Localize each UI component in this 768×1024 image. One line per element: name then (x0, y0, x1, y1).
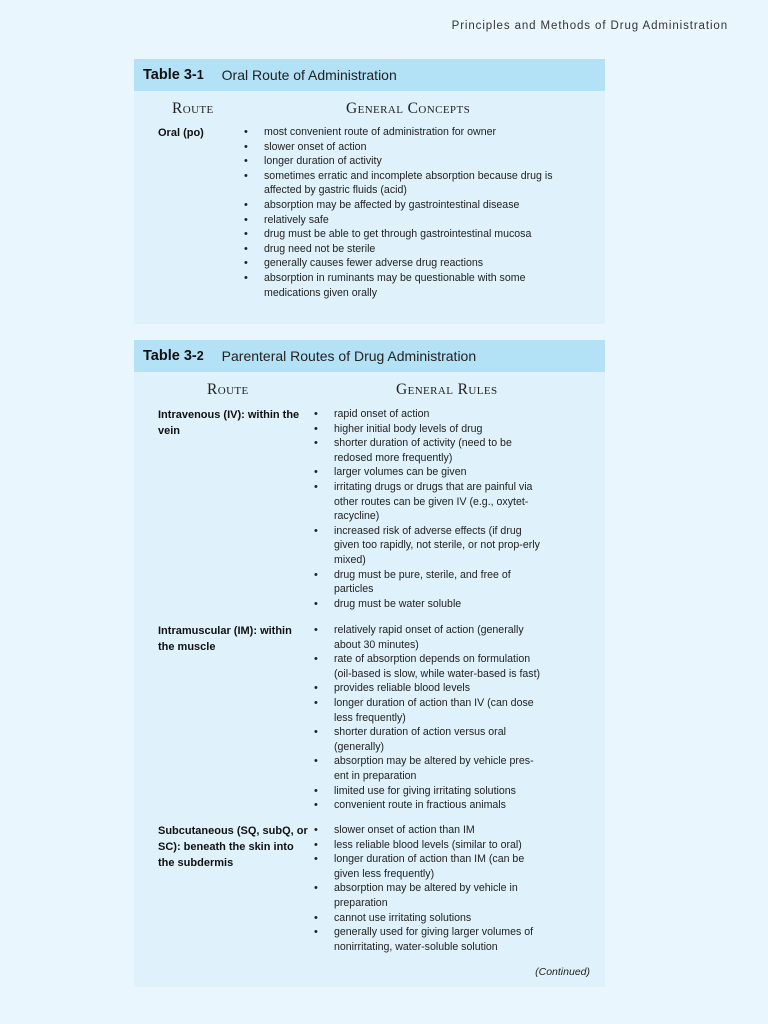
bullet-item: • drug need not be sterile (244, 242, 562, 257)
table-header (134, 340, 605, 372)
bullet-item: • longer duration of activity (244, 154, 562, 169)
table-label: Table 3- (143, 67, 197, 83)
bullet-item: • generally used for giving larger volumes of nonirritating, water-soluble solution (314, 925, 546, 954)
column-header-route: Route (172, 100, 214, 117)
rule-list (314, 823, 546, 954)
bullet-item: • absorption may be altered by vehicle in preparation (314, 881, 546, 910)
bullet-item: • relatively safe (244, 213, 562, 228)
table-number (143, 67, 204, 83)
column-header-concepts: General Concepts (346, 100, 471, 117)
bullet-item: • cannot use irritating solutions (314, 911, 546, 926)
bullet-item: • less reliable blood levels (similar to oral) (314, 838, 546, 853)
column-headers (134, 91, 605, 121)
table-3-1 (134, 59, 605, 324)
bullet-item: • absorption may be altered by vehicle pres-ent in preparation (314, 754, 546, 783)
bullet-item: • relatively rapid onset of action (generally about 30 minutes) (314, 623, 546, 652)
column-header-route: Route (207, 381, 249, 398)
bullet-item: • longer duration of action than IV (can dose less frequently) (314, 696, 546, 725)
bullet-item: • rate of absorption depends on formulation (oil-based is slow, while water-based is fast) (314, 652, 546, 681)
bullet-item: • drug must be water soluble (314, 597, 546, 612)
bullet-item: • slower onset of action (244, 140, 562, 155)
bullet-item: • limited use for giving irritating solutions (314, 784, 546, 799)
route-name: Subcutaneous (SQ, subQ, or SC): beneath the skin into the subdermis (158, 825, 308, 869)
table-3-2 (134, 340, 605, 987)
bullet-item: • generally causes fewer adverse drug reactions (244, 256, 562, 271)
table-header (134, 59, 605, 91)
running-head: Principles and Methods of Drug Administration (451, 20, 728, 32)
table-label: Table 3- (143, 348, 197, 364)
table-number-digit: 1 (196, 68, 204, 82)
bullet-item: • convenient route in fractious animals (314, 798, 546, 813)
bullet-item: • shorter duration of action versus oral (generally) (314, 725, 546, 754)
route-name: Intravenous (IV): within the vein (158, 409, 300, 437)
rule-list (314, 623, 546, 813)
bullet-item: • larger volumes can be given (314, 465, 546, 480)
table-title: Oral Route of Administration (221, 67, 397, 83)
column-headers (134, 372, 605, 402)
bullet-item: • shorter duration of activity (need to be redosed more frequently) (314, 436, 546, 465)
bullet-item: • longer duration of action than IM (can be given less frequently) (314, 852, 546, 881)
table-title: Parenteral Routes of Drug Administration (221, 348, 477, 364)
bullet-item: • increased risk of adverse effects (if drug given too rapidly, not sterile, or not prop-erly mixed) (314, 524, 546, 568)
bullet-item: • provides reliable blood levels (314, 681, 546, 696)
bullet-item: • drug must be able to get through gastrointestinal mucosa (244, 227, 562, 242)
concept-list (244, 125, 562, 300)
route-name: Oral (po) (158, 127, 204, 139)
bullet-item: • slower onset of action than IM (314, 823, 546, 838)
bullet-item: • higher initial body levels of drug (314, 422, 546, 437)
bullet-item: • drug must be pure, sterile, and free of particles (314, 568, 546, 597)
rule-list (314, 407, 546, 611)
bullet-item: • irritating drugs or drugs that are painful via other routes can be given IV (e.g., oxytet-racycline) (314, 480, 546, 524)
table-number-digit: 2 (196, 349, 204, 363)
column-header-rules: General Rules (396, 381, 498, 398)
table-number (143, 348, 204, 364)
route-name: Intramuscular (IM): within the muscle (158, 625, 292, 653)
bullet-item: • sometimes erratic and incomplete absorption because drug is affected by gastric fluids (acid) (244, 169, 562, 198)
bullet-item: • absorption may be affected by gastrointestinal disease (244, 198, 562, 213)
continued-note: (Continued) (535, 966, 590, 978)
bullet-item: • most convenient route of administration for owner (244, 125, 562, 140)
bullet-item: • rapid onset of action (314, 407, 546, 422)
bullet-item: • absorption in ruminants may be questionable with some medications given orally (244, 271, 562, 300)
